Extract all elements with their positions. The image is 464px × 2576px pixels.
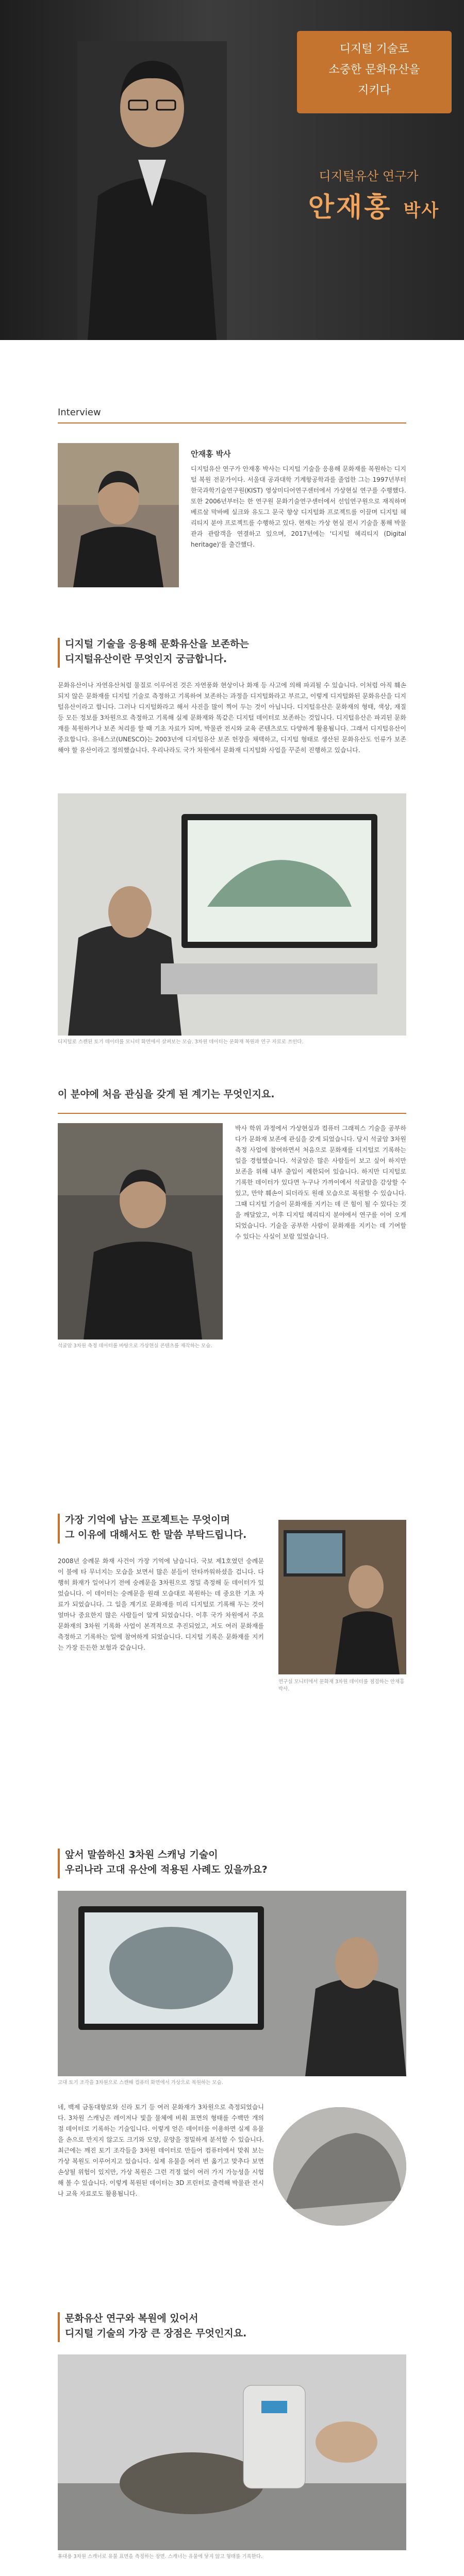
- hero-name: [289, 185, 459, 224]
- section-3-photo: [278, 1520, 406, 1674]
- section-5-heading-line-1: 문화유산 연구와 복원에 있어서: [65, 2313, 198, 2324]
- section-3-body: 2008년 숭례문 화재 사건이 가장 기억에 남습니다. 국보 제1호였던 숭례문이 불에 타 무너지는 모습을 보면서 많은 분들이 안타까워하셨을 겁니다. 다행히 화재가 일어나기 전에 숭례문을 3차원으로 정밀 측정해 둔 데이터가 있었습니다. 이 데이터는 숭례문을 원래 모습대로 복원하는 데 중요한 기초 자료가 되었습니다. 그 일을 계기로 문화재를 미리 디지털로 기록해 두는 것이 얼마나 중요한지 많은 사람들이 알게 되었습니다. 이후 국가 차원에서 주요 문화재의 3차원 기록화 사업이 본격적으로 추진되었고, 저도 여러 문화재를 측정하고 기록하는 일에 참여하게 되었습니다. 디지털 기록은 문화재를 지키는 가장 든든한 보험과 같습니다.: [58, 1557, 264, 1651]
- section-1-caption: 디지털로 스캔된 토기 데이터를 모니터 화면에서 살펴보는 모습. 3차원 데이터는 문화재 복원과 연구 자료로 쓰인다.: [58, 1039, 304, 1045]
- section-2-body: 박사 학위 과정에서 가상현실과 컴퓨터 그래픽스 기술을 공부하다가 문화재 보존에 관심을 갖게 되었습니다. 당시 석굴암 3차원 측정 사업에 참여하면서 처음으로 문화재를 디지털로 기록하는 일을 경험했습니다. 석굴암은 많은 사람들이 보고 싶어 하지만 보존을 위해 내부 출입이 제한되어 있습니다. 하지만 디지털로 기록한 데이터가 있다면 누구나 가까이에서 석굴암을 감상할 수 있고, 만약 훼손이 되더라도 원래 모습으로 복원할 수 있습니다. 그때 디지털 기술이 문화재를 지키는 데 큰 힘이 될 수 있다는 것을 깨달았고, 이후 디지털 헤리티지 분야에서 연구를 이어 오게 되었습니다. 기술을 공부한 사람이 문화재를 지키는 데 기여할 수 있다는 사실이 보람 있었습니다.: [235, 1125, 406, 1240]
- section-1-heading: [65, 637, 405, 667]
- section-4-detail-photo: [273, 2107, 406, 2226]
- hero-banner: [0, 0, 464, 340]
- section-1-heading-line-1: 디지털 기술을 응용해 문화유산을 보존하는: [65, 638, 249, 650]
- hero-tag-line-1: 디지털 기술로: [339, 43, 409, 56]
- section-4-photo: [58, 1891, 406, 2076]
- section-2-photo: [58, 1123, 223, 1340]
- section-3-caption: 연구실 모니터에서 문화재 3차원 데이터를 점검하는 안재홍 박사.: [278, 1679, 405, 1692]
- section-1-accent-bar: [58, 638, 60, 668]
- interview-bio: 디지털유산 연구가 안재홍 박사는 디지털 기술을 응용해 문화재를 복원하는 디지털 복원 전문가이다. 서울대 공과대학 기계항공학과를 졸업한 그는 1997년부터 한국과학기술연구원(KIST) 영상미디어연구센터에서 가상현실 연구를 수행했다. 또한 2006년부터는 한 연구원 문화기술연구센터에서 선임연구원으로 재직하며 베르살 막바베 실크와 유도그 문국 향상 디지털화 프로젝트를 이끌며 디지털 헤리티지 분야 프로젝트를 수행하고 있다. 현재는 가상 현실 전시 기술을 통해 박물관과 관람객을 연결하고 있으며, 2017년에는 '디지털 헤리티지 (Digital heritage)'를 출간했다.: [191, 465, 406, 548]
- portrait-photo: [77, 41, 227, 340]
- section-3-heading-line-1: 가장 기억에 남는 프로젝트는 무엇이며: [65, 1514, 230, 1526]
- hero-tag-line-2: 소중한 문화유산을: [328, 63, 420, 76]
- hero-tag-line-3: 지키다: [358, 84, 391, 97]
- section-5-caption: 휴대용 3차원 스캐너로 유물 표면을 측정하는 장면. 스캐너는 유물에 닿지 않고 형태를 기록한다.: [58, 2554, 263, 2560]
- section-4-heading-line-2: 우리나라 고대 유산에 적용된 사례도 있을까요?: [65, 1864, 268, 1875]
- hero-subtitle: 디지털유산 연구가: [319, 169, 419, 183]
- section-3-accent-bar: [58, 1514, 60, 1544]
- section-4-caption: 고대 토기 조각을 3차원으로 스캔해 컴퓨터 화면에서 가상으로 복원하는 모습.: [58, 2080, 223, 2086]
- interview-person-name: 안재홍 박사: [191, 449, 231, 459]
- interview-divider: [58, 422, 406, 423]
- section-2-caption: 석굴암 3차원 측정 데이터를 바탕으로 가상현실 콘텐츠를 제작하는 모습.: [58, 1343, 212, 1349]
- section-5-accent-bar: [58, 2312, 60, 2342]
- section-4-accent-bar: [58, 1849, 60, 1878]
- section-2-divider: [58, 1113, 406, 1114]
- section-1-body: 문화유산이나 자연유산처럼 물질로 이루어진 것은 자연풍화 현상이나 화재 등 사고에 의해 파괴될 수 있습니다. 이처럼 아직 훼손되지 않은 문화재를 디지털 기술로 측정하고 기록하여 보존하는 과정을 디지털화라고 부르고, 이렇게 디지털화된 문화유산을 디지털유산이라고 합니다. 그러나 디지털화라고 해서 사진을 많이 찍어 두는 것이 아닙니다. 디지털유산은 문화재의 형태, 색상, 재질 등 모든 정보를 3차원으로 측정하고 기록해 실제 문화재와 똑같은 디지털 데이터로 보존하는 것입니다. 디지털유산은 파괴된 문화재를 복원하거나 보존 처리를 할 때 기초 자료가 되며, 박물관 전시와 교육 콘텐츠로도 다양하게 활용됩니다. 그래서 디지털유산이 중요합니다. 유네스코(UNESCO)는 2003년에 디지털유산 보존 헌장을 채택하고, 디지털 형태로 생산된 문화유산도 인류가 보존해야 할 유산이라고 정의했습니다. 우리나라도 국가 차원에서 문화재 디지털화 사업을 꾸준히 진행하고 있습니다.: [58, 682, 406, 754]
- section-2-heading: 이 분야에 처음 관심을 갖게 된 계기는 무엇인지요.: [58, 1089, 275, 1100]
- hero-tag-box: [297, 31, 452, 113]
- section-1-photo: [58, 793, 406, 1036]
- section-4-heading-line-1: 앞서 말씀하신 3차원 스캐닝 기술이: [65, 1849, 218, 1860]
- section-5-photo: [58, 2354, 406, 2550]
- section-5-heading: [65, 2311, 405, 2341]
- section-1-heading-line-2: 디지털유산이란 무엇인지 궁금합니다.: [65, 653, 227, 665]
- section-5-heading-line-2: 디지털 기술의 가장 큰 장점은 무엇인지요.: [65, 2328, 247, 2339]
- section-3-heading: [65, 1513, 271, 1543]
- interview-portrait: [58, 443, 179, 587]
- hero-name-text: 안재홍: [308, 192, 392, 223]
- hero-name-title: 박사: [403, 200, 440, 221]
- interview-label: Interview: [58, 407, 101, 418]
- section-4-body: 네, 백제 금동대향로와 신라 토기 등 여러 문화재가 3차원으로 측정되었습니다. 3차원 스캐닝은 레이저나 빛을 물체에 비춰 표면의 형태를 수백만 개의 점 데이터로 기록하는 기술입니다. 이렇게 얻은 데이터를 이용하면 실제 유물을 손으로 만지지 않고도 크기와 모양, 문양을 정밀하게 분석할 수 있습니다. 최근에는 깨진 토기 조각들을 3차원 데이터로 만들어 컴퓨터에서 맞춰 보는 가상 복원도 이루어지고 있습니다. 실제 유물을 여러 번 옮기고 맞추다 보면 손상될 위험이 있지만, 가상 복원은 그런 걱정 없이 여러 가지 가능성을 시험해 볼 수 있습니다. 이렇게 복원된 데이터는 3D 프린터로 출력해 박물관 전시나 교육 자료로도 활용됩니다.: [58, 2104, 264, 2197]
- section-4-heading: [65, 1848, 405, 1877]
- section-3-heading-line-2: 그 이유에 대해서도 한 말씀 부탁드립니다.: [65, 1529, 247, 1540]
